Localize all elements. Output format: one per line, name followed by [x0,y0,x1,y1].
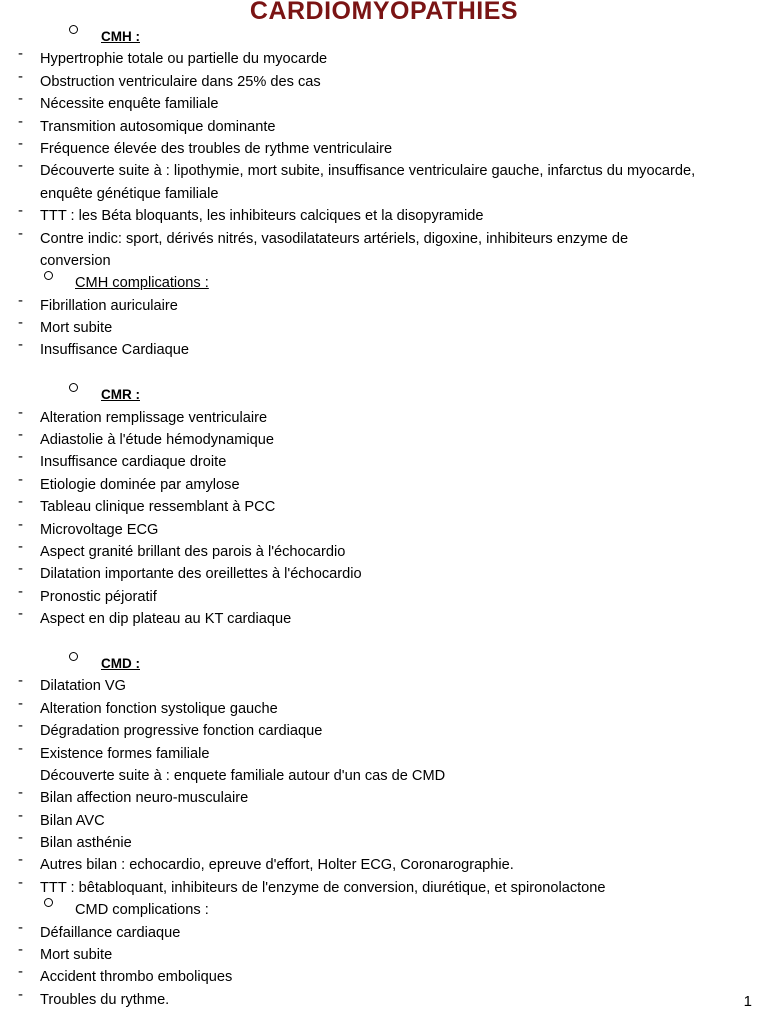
list-item: - Insuffisance cardiaque droite [18,448,227,471]
list-item-continuation: conversion [40,252,111,269]
list-item: - Dilatation importante des oreillettes à l'échocardio [18,560,362,583]
dash-bullet-icon: - [18,403,23,421]
dash-bullet-icon: - [18,291,23,309]
list-item: - Accident thrombo emboliques [18,963,233,986]
dash-bullet-icon: - [18,963,23,981]
list-item: - Dilatation VG [18,672,126,695]
dash-bullet-icon: - [18,426,23,444]
dash-bullet-icon: - [18,605,23,623]
dash-bullet-icon: - [18,134,23,152]
dash-bullet-icon: - [18,67,23,85]
dash-bullet-icon: - [18,224,23,242]
dash-bullet-icon: - [18,717,23,735]
list-item: - Bilan affection neuro-musculaire [18,784,249,807]
circle-bullet-icon [69,25,78,34]
list-item: - Insuffisance Cardiaque [18,336,190,359]
dash-bullet-icon: - [18,560,23,578]
dash-bullet-icon: - [18,739,23,757]
dash-bullet-icon: - [18,336,23,354]
dash-bullet-icon: - [18,537,23,555]
list-item: - Découverte suite à : lipothymie, mort subite, insuffisance ventriculaire gauche, infarctus du myocarde, [18,157,696,180]
dash-bullet-icon: - [18,941,23,959]
sub-heading-cmh-complications: CMH complications : [0,272,768,294]
list-item: - Hypertrophie totale ou partielle du myocarde [18,45,328,68]
list-item: - Troubles du rythme. [18,985,170,1008]
list-item: - TTT : bêtabloquant, inhibiteurs de l'enzyme de conversion, diurétique, et spironolactone [18,873,606,896]
section-heading-cmh: CMH : [0,26,768,48]
list-item: - Autres bilan : echocardio, epreuve d'effort, Holter ECG, Coronarographie. [18,851,514,874]
dash-bullet-icon: - [18,515,23,533]
sub-heading-cmd-complications: CMD complications : [0,899,768,921]
circle-bullet-icon [44,271,53,280]
list-item: - Dégradation progressive fonction cardiaque [18,717,323,740]
spacer [0,362,768,384]
dash-bullet-icon: - [18,918,23,936]
dash-bullet-icon: - [18,448,23,466]
dash-bullet-icon: - [18,672,23,690]
dash-bullet-icon: - [18,851,23,869]
section-heading-cmd: CMD : [0,653,768,675]
list-item: - Bilan asthénie [18,829,132,852]
list-item: - Nécessite enquête familiale [18,90,219,113]
list-item: - Adiastolie à l'étude hémodynamique [18,426,275,449]
dash-bullet-icon: - [18,202,23,220]
list-item: - Défaillance cardiaque [18,918,181,941]
dash-bullet-icon: - [18,806,23,824]
circle-bullet-icon [69,383,78,392]
list-item: - Transmition autosomique dominante [18,112,276,135]
list-item: - Bilan AVC [18,806,105,829]
dash-bullet-icon: - [18,112,23,130]
spacer [0,631,768,653]
dash-bullet-icon: - [18,694,23,712]
list-item: - Mort subite [18,941,113,964]
list-item: - Mort subite [18,314,113,337]
list-item: - Microvoltage ECG [18,515,159,538]
dash-bullet-icon: - [18,157,23,175]
circle-bullet-icon [44,898,53,907]
list-item-continuation: Découverte suite à : enquete familiale autour d'un cas de CMD [40,767,446,784]
list-item: - Obstruction ventriculaire dans 25% des cas [18,67,321,90]
list-item-continuation: enquête génétique familiale [40,185,219,202]
dash-bullet-icon: - [18,784,23,802]
list-item: - Fibrillation auriculaire [18,291,178,314]
dash-bullet-icon: - [18,314,23,332]
list-item: - Alteration remplissage ventriculaire [18,403,268,426]
list-item: - Existence formes familiale [18,739,210,762]
dash-bullet-icon: - [18,493,23,511]
list-item: - Alteration fonction systolique gauche [18,694,278,717]
list-item: - Aspect en dip plateau au KT cardiaque [18,605,292,628]
dash-bullet-icon: - [18,90,23,108]
circle-bullet-icon [69,652,78,661]
list-item: - Aspect granité brillant des parois à l'échocardio [18,537,346,560]
list-item: - Fréquence élevée des troubles de rythme ventriculaire [18,134,393,157]
page-title: CARDIOMYOPATHIES [249,0,519,25]
list-item: - Contre indic: sport, dérivés nitrés, vasodilatateurs artériels, digoxine, inhibiteurs enzyme de [18,224,629,247]
document-body [0,26,768,1011]
dash-bullet-icon: - [18,985,23,1003]
list-item: - TTT : les Béta bloquants, les inhibiteurs calciques et la disopyramide [18,202,484,225]
dash-bullet-icon: - [18,470,23,488]
list-item: - Etiologie dominée par amylose [18,470,240,493]
dash-bullet-icon: - [18,45,23,63]
page-number: 1 [743,993,752,1010]
list-item: - Pronostic péjoratif [18,582,157,605]
section-heading-cmr: CMR : [0,384,768,406]
dash-bullet-icon: - [18,829,23,847]
dash-bullet-icon: - [18,873,23,891]
list-item: - Tableau clinique ressemblant à PCC [18,493,276,516]
dash-bullet-icon: - [18,582,23,600]
